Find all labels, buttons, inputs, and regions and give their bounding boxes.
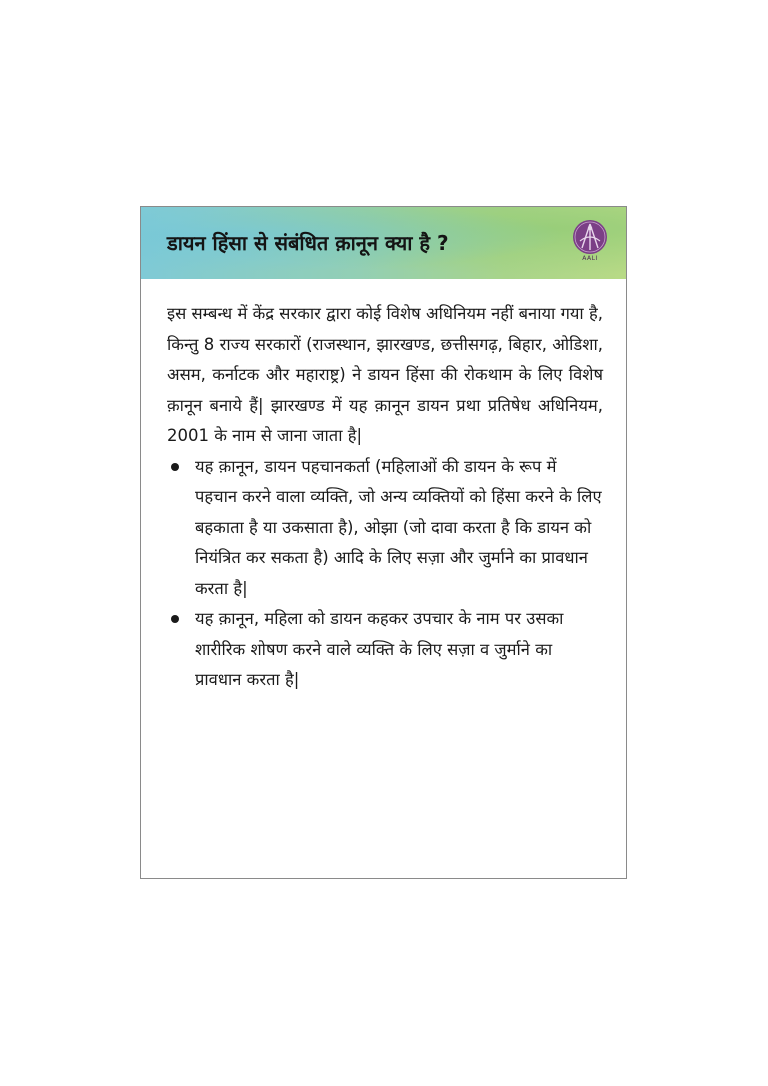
aali-logo-icon [568,217,612,269]
bullet-icon [171,615,179,623]
intro-paragraph: इस सम्बन्ध में केंद्र सरकार द्वारा कोई विशेष अधिनियम नहीं बनाया गया है, किन्तु 8 राज्य सरकारों (राजस्थान, झारखण्ड, छत्तीसगढ़, बिहार, ओडिशा, असम, कर्नाटक और महाराष्ट्र) ने डायन हिंसा की रोकथाम के लिए विशेष क़ानून बनाये हैं| झारखण्ड में यह क़ानून डायन प्रथा प्रतिषेध अधिनियम, 2001 के नाम से जाना जाता है| [167,304,603,445]
list-item-text: यह क़ानून, महिला को डायन कहकर उपचार के नाम पर उसका शारीरिक शोषण करने वाले व्यक्ति के लिए सज़ा व जुर्माने का प्रावधान करता है| [195,609,564,689]
list-item [167,604,603,696]
list-item [167,452,603,605]
list-item-text: यह क़ानून, डायन पहचानकर्ता (महिलाओं की डायन के रूप में पहचान करने वाला व्यक्ति, जो अन्य व्यक्तियों को हिंसा करने के लिए बहकाता है या उकसाता है), ओझा (जो दावा करता है कि डायन को नियंत्रित कर सकता है) आदि के लिए सज़ा और जुर्माने का प्रावधान करता है| [195,456,602,598]
card-body [167,299,603,696]
card-header [141,207,626,279]
bullet-icon [171,463,179,471]
info-card [140,206,627,879]
bullet-list [167,452,603,696]
logo-text: AALI [582,255,598,262]
card-title: डायन हिंसा से संबंधित क़ानून क्या है ? [167,231,449,255]
